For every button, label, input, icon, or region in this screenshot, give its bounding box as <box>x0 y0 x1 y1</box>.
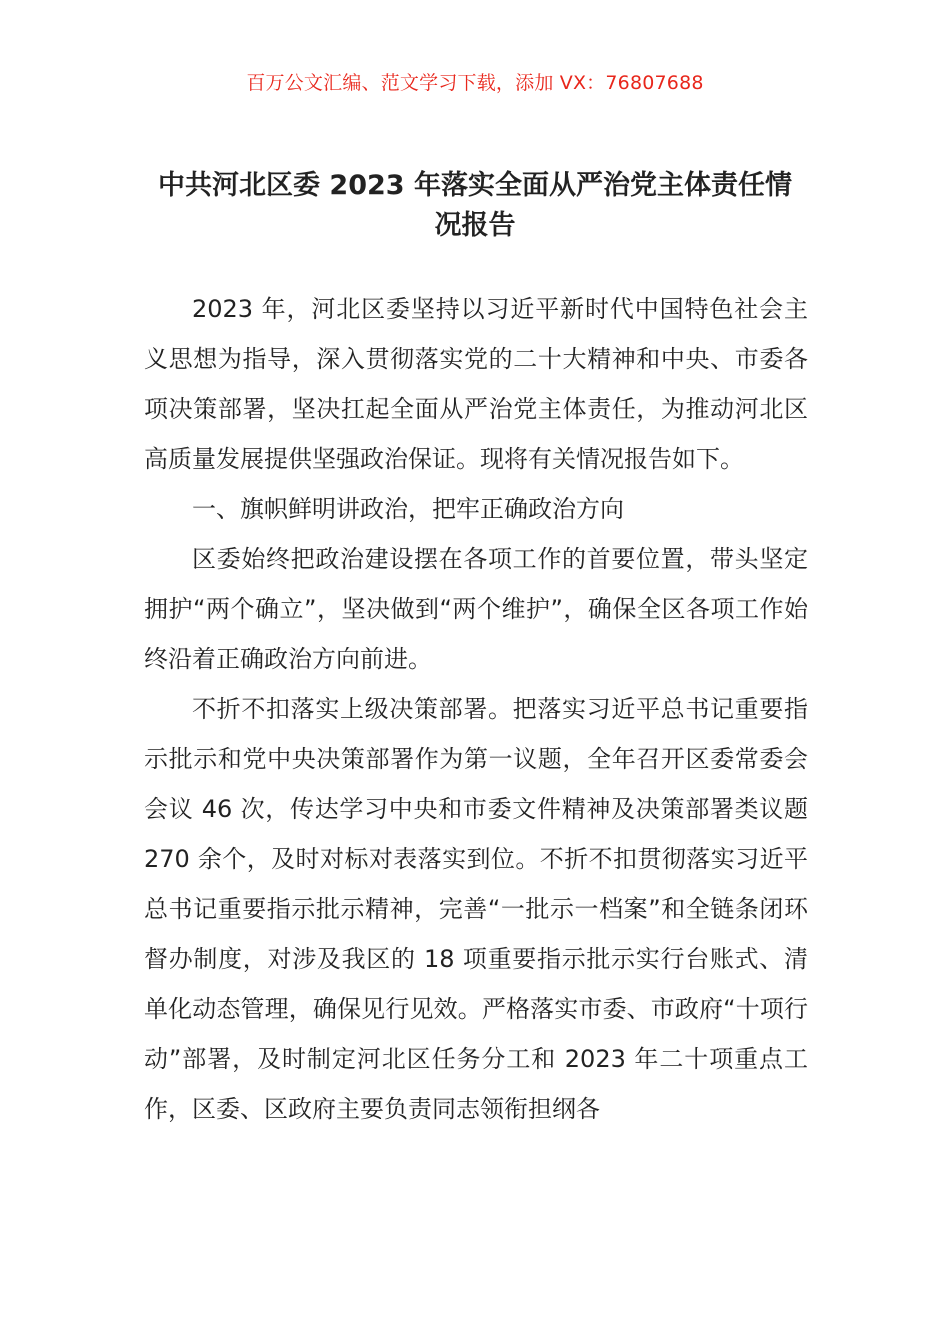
title-line-1: 中共河北区委 2023 年落实全面从严治党主体责任情 <box>158 170 792 201</box>
paragraph-political-building: 区委始终把政治建设摆在各项工作的首要位置，带头坚定拥护“两个确立”，坚决做到“两个维护”，确保全区各项工作始终沿着正确政治方向前进。 <box>144 545 808 673</box>
document-title <box>130 166 820 246</box>
title-line-2: 况报告 <box>434 210 516 241</box>
paragraph-implement-decisions: 不折不扣落实上级决策部署。把落实习近平总书记重要指示批示和党中央决策部署作为第一议题，全年召开区委常委会会议 46 次，传达学习中央和市委文件精神及决策部署类议题 270 余个，及时对标对表落实到位。不折不扣贯彻落实习近平总书记重要指示批示精神，完善“一批示一档案”和全链条闭环督办制度，对涉及我区的 18 项重要指示批示实行台账式、清单化动态管理，确保见行见效。严格落实市委、市政府“十项行动”部署，及时制定河北区任务分工和 2023 年二十项重点工作，区委、区政府主要负责同志领衔担纲各 <box>144 695 808 1123</box>
header-note: 百万公文汇编、范文学习下载，添加 VX：76807688 <box>246 72 704 94</box>
paragraph-intro: 2023 年，河北区委坚持以习近平新时代中国特色社会主义思想为指导，深入贯彻落实党的二十大精神和中央、市委各项决策部署，坚决扛起全面从严治党主体责任，为推动河北区高质量发展提供坚强政治保证。现将有关情况报告如下。 <box>144 295 808 473</box>
section-heading-1: 一、旗帜鲜明讲政治，把牢正确政治方向 <box>192 495 624 523</box>
document-body <box>144 284 808 1134</box>
